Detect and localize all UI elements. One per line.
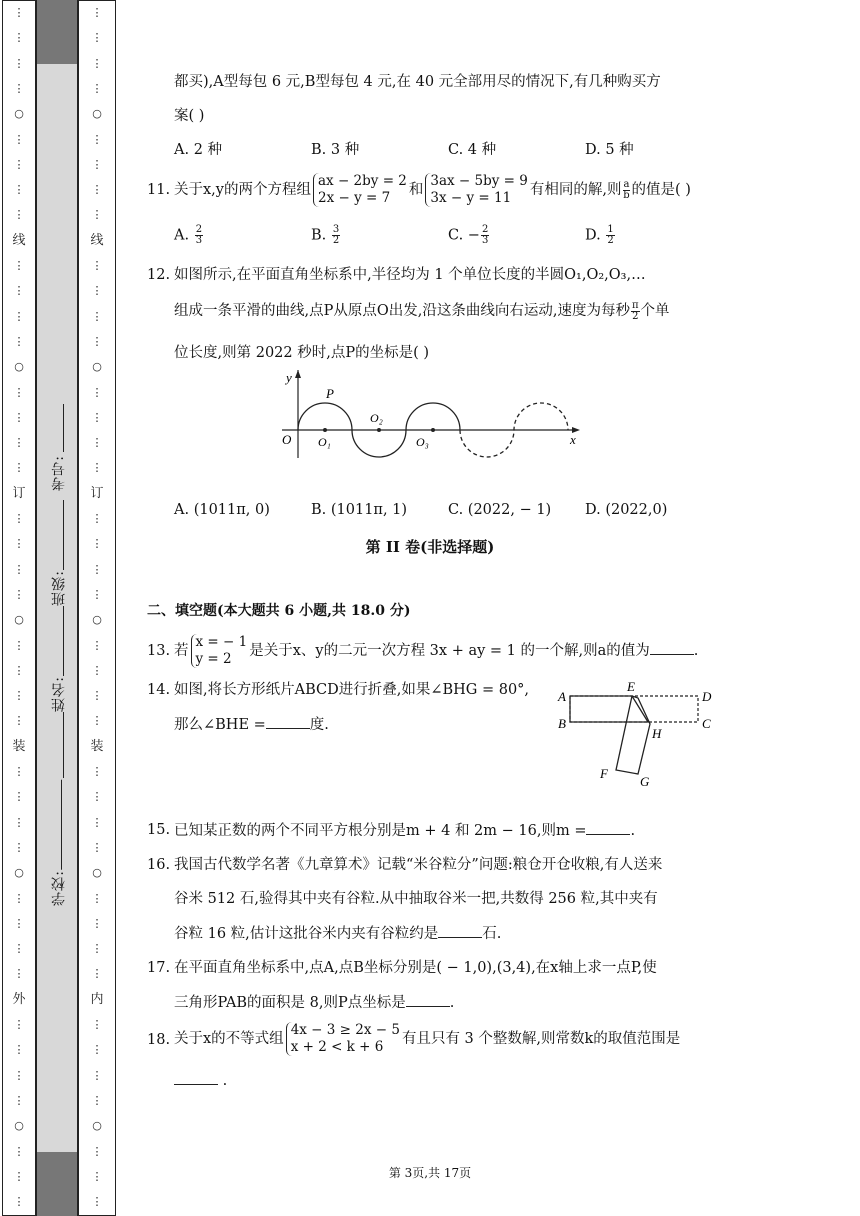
margin-dots: ⋮ — [91, 840, 103, 854]
margin-dots: ⋮ — [91, 132, 103, 146]
school-line — [63, 712, 64, 778]
q13-stem: 若 x = − 1 y = 2 是关于x、y的二元一次方程 3x + ay = 1 的一个解,则a的值为 . — [174, 634, 699, 667]
school-field[interactable]: 学校: — [49, 780, 69, 906]
margin-dots: ⋮ — [91, 410, 103, 424]
o-label: O — [282, 432, 292, 447]
margin-dots: ⋮ — [13, 461, 25, 475]
margin-dots: ⋮ — [13, 512, 25, 525]
q11-option-d: D. $\frac{1}{2}$ — [585, 224, 614, 246]
margin-dots: ⋮ — [91, 56, 103, 70]
margin-dots: ⋮ — [13, 410, 25, 424]
margin-dots: ⋮ — [13, 1195, 25, 1209]
q16-line1: 我国古代数学名著《九章算术》记载“米谷粒分”问题:粮仓开仓收粮,有人送来 — [174, 857, 663, 873]
margin-dots: ⋮ — [13, 840, 25, 854]
q16-number: 16. — [147, 857, 171, 873]
q10-line2: 案( ) — [174, 108, 205, 124]
margin-dots: ⋮ — [91, 967, 103, 981]
margin-dots: ⋮ — [13, 132, 25, 146]
q11-system-2: 3ax − 5by = 9 3x − y = 11 — [425, 173, 528, 207]
q18-number: 18. — [147, 1032, 171, 1048]
margin-label: 装 — [90, 738, 104, 754]
binding-dark-block-top — [37, 0, 77, 64]
margin-dots: ⋮ — [91, 334, 103, 348]
margin-dots: ⋮ — [91, 815, 103, 829]
label-a: A — [558, 689, 566, 704]
margin-dots: ⋮ — [13, 208, 25, 222]
margin-dots: ⋮ — [91, 587, 103, 601]
margin-dots: ⋮ — [91, 1144, 103, 1158]
label-e: E — [627, 679, 635, 694]
margin-dots: ⋮ — [13, 157, 25, 171]
o1-dot — [323, 428, 327, 432]
q11-option-c: C. − $\frac{2}{3}$ — [448, 224, 489, 246]
margin-circle: ○ — [14, 360, 24, 374]
q14-line2: 那么∠BHE = 度. — [174, 714, 329, 735]
exam-number-field[interactable]: 考号: — [51, 455, 67, 491]
margin-dots: ⋮ — [91, 916, 103, 930]
margin-dots: ⋮ — [13, 385, 25, 399]
page-footer: 第 3页,共 17页 — [388, 1166, 472, 1180]
q12-number: 12. — [147, 267, 171, 283]
q16-answer-blank[interactable] — [438, 923, 482, 938]
y-label: y — [286, 370, 292, 385]
margin-label: 外 — [12, 991, 26, 1007]
y-axis-arrow — [295, 370, 301, 378]
margin-dots: ⋮ — [91, 1093, 103, 1107]
q10-option-d: D. 5 种 — [585, 142, 634, 158]
margin-dots: ⋮ — [13, 689, 25, 703]
margin-dots: ⋮ — [13, 587, 25, 601]
margin-dots: ⋮ — [91, 638, 103, 652]
margin-dots: ⋮ — [91, 714, 103, 728]
class-field[interactable]: 班级: — [51, 570, 67, 606]
margin-dots: ⋮ — [91, 284, 103, 298]
margin-label: 内 — [90, 991, 104, 1007]
q11-stem: 关于x,y的两个方程组 ax − 2by = 2 2x − y = 7 和 3ax − 5by = 9 3x − y = 11 有相同的解,则 $\frac{a}{b}$ 的值是( ) — [174, 173, 691, 206]
margin-dots: ⋮ — [13, 1018, 25, 1031]
margin-circle: ○ — [92, 1119, 102, 1133]
o1-label: O₁ — [318, 435, 331, 449]
margin-dots: ⋮ — [91, 436, 103, 450]
name-line — [63, 606, 64, 676]
margin-label: 订 — [90, 485, 104, 501]
q14-answer-blank[interactable] — [266, 714, 310, 729]
margin-dots: ⋮ — [13, 765, 25, 778]
q10-option-a: A. 2 种 — [174, 142, 223, 158]
binding-dark-block-bottom — [37, 1152, 77, 1216]
margin-dots: ⋮ — [91, 891, 103, 905]
margin-dots: ⋮ — [91, 183, 103, 197]
margin-label: 线 — [90, 232, 104, 248]
margin-dots: ⋮ — [91, 157, 103, 171]
margin-dots: ⋮ — [91, 31, 103, 45]
q16-line2: 谷米 512 石,验得其中夹有谷粒.从中抽取谷米一把,共数得 256 粒,其中夹有 — [174, 891, 658, 907]
margin-dots: ⋮ — [13, 309, 25, 323]
binding-gray-strip — [36, 0, 78, 1216]
q11-system-1: ax − 2by = 2 2x − y = 7 — [313, 173, 407, 207]
q12-option-a: A. (1011π, 0) — [174, 502, 270, 518]
margin-dots: ⋮ — [91, 765, 103, 778]
q13-system: x = − 1 y = 2 — [191, 634, 248, 668]
q17-line2: 三角形PAB的面积是 8,则P点坐标是 . — [174, 992, 454, 1013]
q11-option-a: A. $\frac{2}{3}$ — [174, 224, 203, 246]
q11-option-b: B. $\frac{3}{2}$ — [311, 224, 340, 246]
label-b: B — [558, 716, 566, 731]
margin-circle: ○ — [92, 866, 102, 880]
margin-dots: ⋮ — [91, 259, 103, 272]
q17-line1: 在平面直角坐标系中,点A,点B坐标分别是( − 1,0),(3,4),在x轴上求一点P,使 — [174, 960, 657, 976]
margin-dots: ⋮ — [13, 436, 25, 450]
margin-dots: ⋮ — [91, 663, 103, 677]
margin-dots: ⋮ — [13, 31, 25, 45]
q10-line1: 都买),A型每包 6 元,B型每包 4 元,在 40 元全部用尽的情况下,有几种购买方 — [174, 74, 661, 90]
margin-circle: ○ — [92, 360, 102, 374]
margin-dots: ⋮ — [13, 1043, 25, 1057]
margin-dots: ⋮ — [91, 942, 103, 956]
margin-circle: ○ — [92, 107, 102, 121]
label-c: C — [702, 716, 711, 731]
margin-dots: ⋮ — [13, 537, 25, 551]
q12-option-c: C. (2022, − 1) — [448, 502, 552, 518]
label-g: G — [640, 774, 650, 789]
q15-answer-blank[interactable] — [586, 820, 630, 835]
exam-number-line — [63, 404, 64, 452]
margin-dots: ⋮ — [13, 663, 25, 677]
q15-stem: 已知某正数的两个不同平方根分别是m + 4 和 2m − 16,则m = . — [174, 820, 635, 841]
margin-dots: ⋮ — [13, 714, 25, 728]
margin-dots: ⋮ — [13, 1169, 25, 1183]
margin-dots: ⋮ — [13, 967, 25, 981]
margin-dots: ⋮ — [91, 562, 103, 576]
q18-line2: . — [174, 1070, 227, 1091]
q18-system: 4x − 3 ≥ 2x − 5 x + 2 < k + 6 — [286, 1022, 400, 1056]
q13-answer-blank[interactable] — [650, 640, 694, 655]
margin-dots: ⋮ — [91, 689, 103, 703]
margin-dots: ⋮ — [91, 1169, 103, 1183]
label-h: H — [652, 726, 662, 741]
margin-dots: ⋮ — [13, 916, 25, 930]
class-line — [63, 500, 64, 570]
name-field[interactable]: 姓名: — [51, 676, 67, 712]
q14-line1: 如图,将长方形纸片ABCD进行折叠,如果∠BHG = 80°, — [174, 682, 530, 698]
margin-dots: ⋮ — [13, 284, 25, 298]
margin-dots: ⋮ — [91, 537, 103, 551]
q15-number: 15. — [147, 822, 171, 838]
margin-dots: ⋮ — [13, 790, 25, 804]
margin-circle: ○ — [92, 613, 102, 627]
q17-number: 17. — [147, 960, 171, 976]
margin-dots: ⋮ — [91, 81, 103, 95]
margin-circle: ○ — [14, 107, 24, 121]
label-f: F — [600, 766, 608, 781]
margin-circle: ○ — [14, 613, 24, 627]
margin-dots: ⋮ — [91, 6, 103, 19]
margin-dots: ⋮ — [91, 1043, 103, 1057]
q12-line1: 如图所示,在平面直角坐标系中,半径均为 1 个单位长度的半圆O₁,O₂,O₃,… — [174, 267, 646, 283]
margin-dots: ⋮ — [13, 638, 25, 652]
margin-dots: ⋮ — [13, 815, 25, 829]
q10-option-c: C. 4 种 — [448, 142, 497, 158]
margin-dots: ⋮ — [91, 461, 103, 475]
q18-answer-blank[interactable] — [174, 1070, 218, 1085]
o2-dot — [377, 428, 381, 432]
q12-line3: 位长度,则第 2022 秒时,点P的坐标是( ) — [174, 345, 430, 361]
margin-label: 线 — [12, 232, 26, 248]
folded-strip — [616, 696, 650, 774]
margin-dots: ⋮ — [13, 891, 25, 905]
margin-dots: ⋮ — [91, 1068, 103, 1082]
q16-line3: 谷粒 16 粒,估计这批谷米内夹有谷粒约是 石. — [174, 923, 501, 944]
margin-dots: ⋮ — [91, 208, 103, 222]
o3-label: O₃ — [416, 435, 429, 449]
margin-circle: ○ — [14, 866, 24, 880]
q17-answer-blank[interactable] — [406, 992, 450, 1007]
q12-line2: 组成一条平滑的曲线,点P从原点O出发,沿这条曲线向右运动,速度为每秒 $\frac{\pi}{2}$ 个单 — [174, 299, 670, 322]
margin-label: 订 — [12, 485, 26, 501]
margin-dots: ⋮ — [13, 183, 25, 197]
margin-dots: ⋮ — [13, 6, 25, 19]
margin-dots: ⋮ — [91, 1195, 103, 1209]
o3-dot — [431, 428, 435, 432]
margin-dots: ⋮ — [91, 1018, 103, 1031]
margin-dots: ⋮ — [13, 942, 25, 956]
margin-dots: ⋮ — [13, 259, 25, 272]
q12-option-b: B. (1011π, 1) — [311, 502, 408, 518]
label-d: D — [702, 689, 712, 704]
margin-dots: ⋮ — [91, 790, 103, 804]
margin-dots: ⋮ — [91, 309, 103, 323]
margin-label: 装 — [12, 738, 26, 754]
q12-option-d: D. (2022,0) — [585, 502, 668, 518]
margin-circle: ○ — [14, 1119, 24, 1133]
q14-folding-figure — [552, 676, 720, 794]
q18-stem: 关于x的不等式组 4x − 3 ≥ 2x − 5 x + 2 < k + 6 有且只有 3 个整数解,则常数k的取值范围是 — [174, 1022, 681, 1055]
q10-option-b: B. 3 种 — [311, 142, 360, 158]
o2-label: O₂ — [370, 411, 383, 425]
section2-heading: 二、填空题(本大题共 6 小题,共 18.0 分) — [147, 603, 411, 619]
q14-number: 14. — [147, 682, 171, 698]
part2-title: 第 II 卷(非选择题) — [365, 538, 495, 556]
margin-dots: ⋮ — [91, 385, 103, 399]
margin-dots: ⋮ — [13, 56, 25, 70]
margin-dots: ⋮ — [13, 81, 25, 95]
margin-dots: ⋮ — [13, 1093, 25, 1107]
q11-number: 11. — [147, 182, 171, 198]
margin-dots: ⋮ — [13, 562, 25, 576]
q12-semicircle-figure — [276, 368, 586, 460]
margin-dots: ⋮ — [91, 512, 103, 525]
margin-dots: ⋮ — [13, 334, 25, 348]
margin-dots: ⋮ — [13, 1068, 25, 1082]
p-label: P — [326, 386, 334, 401]
margin-dots: ⋮ — [13, 1144, 25, 1158]
q13-number: 13. — [147, 643, 171, 659]
x-label: x — [570, 432, 576, 447]
folded-rectangle-left — [570, 696, 648, 722]
